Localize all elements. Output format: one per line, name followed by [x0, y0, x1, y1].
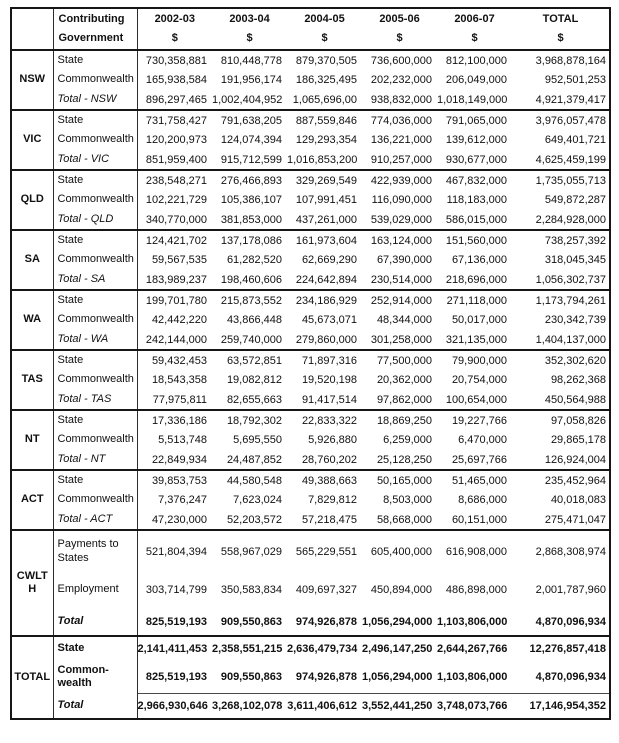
value-cell: 791,638,205	[212, 110, 287, 130]
row-total-cell: 4,625,459,199	[512, 150, 610, 170]
value-cell: 2,966,930,646	[137, 693, 212, 719]
value-cell: 50,017,000	[437, 310, 512, 330]
row-total-cell: 549,872,287	[512, 190, 610, 210]
value-cell: 539,029,000	[362, 210, 437, 230]
value-cell: 276,466,893	[212, 170, 287, 190]
value-cell: 301,258,000	[362, 330, 437, 350]
table-row	[11, 572, 610, 608]
row-label: State	[53, 410, 137, 430]
value-cell: 565,229,551	[287, 530, 362, 572]
group-code: NT	[11, 410, 53, 470]
row-total-cell: 230,342,739	[512, 310, 610, 330]
row-label: State	[53, 110, 137, 130]
year-column-header	[137, 8, 212, 50]
value-cell: 105,386,107	[212, 190, 287, 210]
table-row	[11, 190, 610, 210]
row-total-cell: 3,968,878,164	[512, 50, 610, 70]
value-cell: 974,926,878	[287, 661, 362, 693]
row-total-cell: 97,058,826	[512, 410, 610, 430]
value-cell: 467,832,000	[437, 170, 512, 190]
row-total-cell: 4,870,096,934	[512, 661, 610, 693]
row-label: Commonwealth	[53, 250, 137, 270]
group-code: QLD	[11, 170, 53, 230]
value-cell: 825,519,193	[137, 661, 212, 693]
value-cell: 896,297,465	[137, 90, 212, 110]
value-cell: 879,370,505	[287, 50, 362, 70]
table-row	[11, 270, 610, 290]
value-cell: 730,358,881	[137, 50, 212, 70]
value-cell: 63,572,851	[212, 350, 287, 370]
value-cell: 60,151,000	[437, 510, 512, 530]
value-cell: 97,862,000	[362, 390, 437, 410]
value-cell: 586,015,000	[437, 210, 512, 230]
value-cell: 5,926,880	[287, 430, 362, 450]
value-cell: 915,712,599	[212, 150, 287, 170]
table-header	[11, 8, 610, 50]
value-cell: 6,470,000	[437, 430, 512, 450]
value-cell: 25,697,766	[437, 450, 512, 470]
row-total-cell: 738,257,392	[512, 230, 610, 250]
row-label: Total - NSW	[53, 90, 137, 110]
year-label: 2002-03	[154, 13, 195, 25]
table-row	[11, 250, 610, 270]
row-label: State	[53, 50, 137, 70]
row-total-cell: 352,302,620	[512, 350, 610, 370]
group-code: ACT	[11, 470, 53, 530]
value-cell: 8,503,000	[362, 490, 437, 510]
row-label: Payments to States	[53, 530, 137, 572]
value-cell: 120,200,973	[137, 130, 212, 150]
table-row	[11, 370, 610, 390]
value-cell: 774,036,000	[362, 110, 437, 130]
table-row	[11, 130, 610, 150]
currency-symbol: $	[171, 32, 178, 44]
value-cell: 42,442,220	[137, 310, 212, 330]
value-cell: 7,376,247	[137, 490, 212, 510]
value-cell: 930,677,000	[437, 150, 512, 170]
value-cell: 5,513,748	[137, 430, 212, 450]
row-label: Total - VIC	[53, 150, 137, 170]
row-total-cell: 2,868,308,974	[512, 530, 610, 572]
row-label: Total - ACT	[53, 510, 137, 530]
value-cell: 2,141,411,453	[137, 636, 212, 661]
value-cell: 851,959,400	[137, 150, 212, 170]
value-cell: 409,697,327	[287, 572, 362, 608]
row-total-cell: 126,924,004	[512, 450, 610, 470]
value-cell: 791,065,000	[437, 110, 512, 130]
value-cell: 20,362,000	[362, 370, 437, 390]
value-cell: 22,833,322	[287, 410, 362, 430]
value-cell: 44,580,548	[212, 470, 287, 490]
value-cell: 39,853,753	[137, 470, 212, 490]
value-cell: 183,989,237	[137, 270, 212, 290]
value-cell: 242,144,000	[137, 330, 212, 350]
currency-symbol: $	[471, 32, 478, 44]
value-cell: 381,853,000	[212, 210, 287, 230]
row-total-cell: 4,921,379,417	[512, 90, 610, 110]
value-cell: 321,135,000	[437, 330, 512, 350]
value-cell: 71,897,316	[287, 350, 362, 370]
value-cell: 107,991,451	[287, 190, 362, 210]
table-row	[11, 330, 610, 350]
value-cell: 303,714,799	[137, 572, 212, 608]
row-label: Commonwealth	[53, 190, 137, 210]
value-cell: 47,230,000	[137, 510, 212, 530]
value-cell: 118,183,000	[437, 190, 512, 210]
table-row	[11, 450, 610, 470]
table-row	[11, 110, 610, 130]
value-cell: 59,567,535	[137, 250, 212, 270]
total-label: TOTAL	[542, 13, 579, 25]
row-total-cell: 649,401,721	[512, 130, 610, 150]
row-total-cell: 1,735,055,713	[512, 170, 610, 190]
value-cell: 605,400,000	[362, 530, 437, 572]
year-label: 2006-07	[454, 13, 495, 25]
value-cell: 5,695,550	[212, 430, 287, 450]
value-cell: 1,002,404,952	[212, 90, 287, 110]
row-total-cell: 2,284,928,000	[512, 210, 610, 230]
row-total-cell: 2,001,787,960	[512, 572, 610, 608]
row-total-cell: 1,056,302,737	[512, 270, 610, 290]
value-cell: 82,655,663	[212, 390, 287, 410]
row-total-cell: 952,501,253	[512, 70, 610, 90]
value-cell: 45,673,071	[287, 310, 362, 330]
group-code: CWLTH	[11, 530, 53, 636]
group-code: NSW	[11, 50, 53, 110]
value-cell: 558,967,029	[212, 530, 287, 572]
year-label: 2005-06	[379, 13, 420, 25]
row-label: Commonwealth	[53, 310, 137, 330]
value-cell: 224,642,894	[287, 270, 362, 290]
row-label: Total - WA	[53, 330, 137, 350]
value-cell: 340,770,000	[137, 210, 212, 230]
value-cell: 100,654,000	[437, 390, 512, 410]
row-label: Total - SA	[53, 270, 137, 290]
value-cell: 271,118,000	[437, 290, 512, 310]
row-total-cell: 1,173,794,261	[512, 290, 610, 310]
value-cell: 234,186,929	[287, 290, 362, 310]
header-row	[11, 8, 610, 50]
value-cell: 974,926,878	[287, 608, 362, 636]
table-row	[11, 90, 610, 110]
value-cell: 62,669,290	[287, 250, 362, 270]
row-total-cell: 17,146,954,352	[512, 693, 610, 719]
header-label-line2: Government	[58, 32, 124, 44]
value-cell: 422,939,000	[362, 170, 437, 190]
value-cell: 124,074,394	[212, 130, 287, 150]
value-cell: 279,860,000	[287, 330, 362, 350]
value-cell: 1,018,149,000	[437, 90, 512, 110]
row-total-cell: 318,045,345	[512, 250, 610, 270]
value-cell: 50,165,000	[362, 470, 437, 490]
year-label: 2003-04	[229, 13, 270, 25]
row-label: Commonwealth	[53, 130, 137, 150]
year-column-header	[287, 8, 362, 50]
value-cell: 19,227,766	[437, 410, 512, 430]
value-cell: 437,261,000	[287, 210, 362, 230]
value-cell: 77,975,811	[137, 390, 212, 410]
corner-cell	[11, 8, 53, 50]
row-label: State	[53, 230, 137, 250]
value-cell: 3,552,441,250	[362, 693, 437, 719]
table-row	[11, 410, 610, 430]
value-cell: 909,550,863	[212, 608, 287, 636]
row-total-cell: 275,471,047	[512, 510, 610, 530]
value-cell: 61,282,520	[212, 250, 287, 270]
value-cell: 450,894,000	[362, 572, 437, 608]
row-label: Commonwealth	[53, 70, 137, 90]
value-cell: 161,973,604	[287, 230, 362, 250]
value-cell: 252,914,000	[362, 290, 437, 310]
value-cell: 1,016,853,200	[287, 150, 362, 170]
row-label: Total - NT	[53, 450, 137, 470]
currency-symbol: $	[396, 32, 403, 44]
value-cell: 3,748,073,766	[437, 693, 512, 719]
currency-symbol: $	[321, 32, 328, 44]
value-cell: 186,325,495	[287, 70, 362, 90]
value-cell: 350,583,834	[212, 572, 287, 608]
table-row	[11, 490, 610, 510]
row-total-cell: 235,452,964	[512, 470, 610, 490]
row-label: Total - QLD	[53, 210, 137, 230]
value-cell: 136,221,000	[362, 130, 437, 150]
value-cell: 91,417,514	[287, 390, 362, 410]
value-cell: 910,257,000	[362, 150, 437, 170]
total-column-header	[512, 8, 610, 50]
row-total-cell: 98,262,368	[512, 370, 610, 390]
table-row	[11, 510, 610, 530]
value-cell: 19,082,812	[212, 370, 287, 390]
value-cell: 812,100,000	[437, 50, 512, 70]
value-cell: 137,178,086	[212, 230, 287, 250]
value-cell: 486,898,000	[437, 572, 512, 608]
group-code: VIC	[11, 110, 53, 170]
row-total-cell: 450,564,988	[512, 390, 610, 410]
row-label: State	[53, 170, 137, 190]
value-cell: 8,686,000	[437, 490, 512, 510]
row-total-cell: 40,018,083	[512, 490, 610, 510]
header-label-line1: Contributing	[58, 13, 125, 25]
row-label: Common-wealth	[53, 661, 137, 693]
value-cell: 1,103,806,000	[437, 661, 512, 693]
value-cell: 67,390,000	[362, 250, 437, 270]
value-cell: 1,103,806,000	[437, 608, 512, 636]
value-cell: 218,696,000	[437, 270, 512, 290]
table-row	[11, 430, 610, 450]
row-label: Total	[53, 608, 137, 636]
row-label: Total - TAS	[53, 390, 137, 410]
table-row	[11, 50, 610, 70]
value-cell: 129,293,354	[287, 130, 362, 150]
value-cell: 7,623,024	[212, 490, 287, 510]
value-cell: 20,754,000	[437, 370, 512, 390]
value-cell: 2,358,551,215	[212, 636, 287, 661]
value-cell: 163,124,000	[362, 230, 437, 250]
value-cell: 58,668,000	[362, 510, 437, 530]
currency-symbol: $	[246, 32, 253, 44]
value-cell: 2,636,479,734	[287, 636, 362, 661]
year-column-header	[212, 8, 287, 50]
table-row	[11, 608, 610, 636]
value-cell: 24,487,852	[212, 450, 287, 470]
value-cell: 736,600,000	[362, 50, 437, 70]
year-column-header	[437, 8, 512, 50]
value-cell: 938,832,000	[362, 90, 437, 110]
row-label: Commonwealth	[53, 370, 137, 390]
table-body	[11, 50, 610, 719]
row-label: State	[53, 350, 137, 370]
row-label: Employment	[53, 572, 137, 608]
value-cell: 17,336,186	[137, 410, 212, 430]
contributing-government-header	[53, 8, 137, 50]
row-total-cell: 4,870,096,934	[512, 608, 610, 636]
value-cell: 116,090,000	[362, 190, 437, 210]
table-row	[11, 470, 610, 490]
row-label: State	[53, 636, 137, 661]
value-cell: 151,560,000	[437, 230, 512, 250]
year-column-header	[362, 8, 437, 50]
table-row	[11, 230, 610, 250]
row-label: Total	[53, 693, 137, 719]
value-cell: 22,849,934	[137, 450, 212, 470]
value-cell: 51,465,000	[437, 470, 512, 490]
value-cell: 124,421,702	[137, 230, 212, 250]
value-cell: 49,388,663	[287, 470, 362, 490]
table-row	[11, 390, 610, 410]
value-cell: 238,548,271	[137, 170, 212, 190]
value-cell: 6,259,000	[362, 430, 437, 450]
value-cell: 18,792,302	[212, 410, 287, 430]
row-total-cell: 1,404,137,000	[512, 330, 610, 350]
value-cell: 165,938,584	[137, 70, 212, 90]
value-cell: 215,873,552	[212, 290, 287, 310]
value-cell: 329,269,549	[287, 170, 362, 190]
value-cell: 19,520,198	[287, 370, 362, 390]
value-cell: 198,460,606	[212, 270, 287, 290]
value-cell: 7,829,812	[287, 490, 362, 510]
row-label: Commonwealth	[53, 430, 137, 450]
value-cell: 67,136,000	[437, 250, 512, 270]
group-code: SA	[11, 230, 53, 290]
value-cell: 18,869,250	[362, 410, 437, 430]
table-row	[11, 210, 610, 230]
value-cell: 887,559,846	[287, 110, 362, 130]
value-cell: 731,758,427	[137, 110, 212, 130]
value-cell: 48,344,000	[362, 310, 437, 330]
value-cell: 28,760,202	[287, 450, 362, 470]
value-cell: 52,203,572	[212, 510, 287, 530]
value-cell: 2,496,147,250	[362, 636, 437, 661]
table-row	[11, 350, 610, 370]
value-cell: 909,550,863	[212, 661, 287, 693]
table-row	[11, 661, 610, 693]
value-cell: 139,612,000	[437, 130, 512, 150]
value-cell: 43,866,448	[212, 310, 287, 330]
value-cell: 3,611,406,612	[287, 693, 362, 719]
value-cell: 206,049,000	[437, 70, 512, 90]
table-row	[11, 170, 610, 190]
value-cell: 77,500,000	[362, 350, 437, 370]
row-label: State	[53, 290, 137, 310]
table-row	[11, 150, 610, 170]
value-cell: 191,956,174	[212, 70, 287, 90]
table-row	[11, 530, 610, 572]
value-cell: 810,448,778	[212, 50, 287, 70]
row-label: State	[53, 470, 137, 490]
row-label: Commonwealth	[53, 490, 137, 510]
group-code: WA	[11, 290, 53, 350]
contributions-funding-table	[10, 7, 611, 720]
value-cell: 199,701,780	[137, 290, 212, 310]
year-label: 2004-05	[304, 13, 345, 25]
value-cell: 202,232,000	[362, 70, 437, 90]
value-cell: 3,268,102,078	[212, 693, 287, 719]
value-cell: 59,432,453	[137, 350, 212, 370]
row-total-cell: 3,976,057,478	[512, 110, 610, 130]
value-cell: 25,128,250	[362, 450, 437, 470]
value-cell: 1,056,294,000	[362, 661, 437, 693]
row-total-cell: 12,276,857,418	[512, 636, 610, 661]
row-total-cell: 29,865,178	[512, 430, 610, 450]
table-row	[11, 290, 610, 310]
value-cell: 521,804,394	[137, 530, 212, 572]
value-cell: 18,543,358	[137, 370, 212, 390]
table-row	[11, 693, 610, 719]
value-cell: 825,519,193	[137, 608, 212, 636]
group-code: TAS	[11, 350, 53, 410]
value-cell: 230,514,000	[362, 270, 437, 290]
value-cell: 102,221,729	[137, 190, 212, 210]
table-row	[11, 636, 610, 661]
value-cell: 1,056,294,000	[362, 608, 437, 636]
value-cell: 259,740,000	[212, 330, 287, 350]
table-row	[11, 70, 610, 90]
table-row	[11, 310, 610, 330]
value-cell: 79,900,000	[437, 350, 512, 370]
value-cell: 616,908,000	[437, 530, 512, 572]
value-cell: 1,065,696,00	[287, 90, 362, 110]
value-cell: 2,644,267,766	[437, 636, 512, 661]
group-code: TOTAL	[11, 636, 53, 719]
currency-symbol: $	[557, 32, 564, 44]
value-cell: 57,218,475	[287, 510, 362, 530]
